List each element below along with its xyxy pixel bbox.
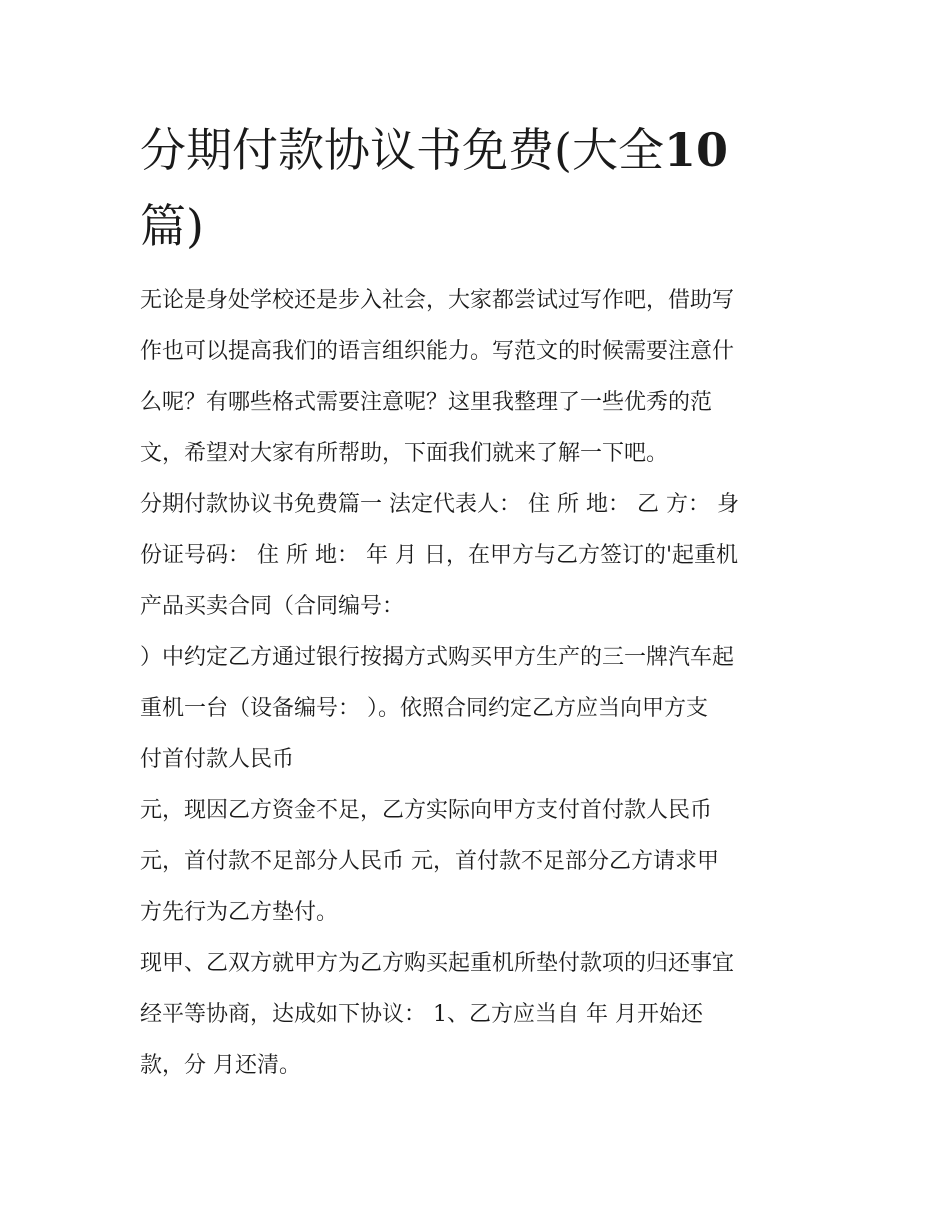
text-line: 方先行为乙方垫付。 bbox=[140, 900, 339, 925]
text-line: 文，希望对大家有所帮助，下面我们就来了解一下吧。 bbox=[140, 441, 669, 466]
text-line: 元，现因乙方资金不足，乙方实际向甲方支付首付款人民币 bbox=[140, 798, 713, 823]
text-line: ）中约定乙方通过银行按揭方式购买甲方生产的三一牌汽车起 bbox=[140, 645, 735, 670]
text-line: 经平等协商，达成如下协议： 1、乙方应当自 年 月开始还 bbox=[140, 1002, 703, 1027]
text-line: 无论是身处学校还是步入社会，大家都尝试过写作吧，借助写 bbox=[140, 288, 735, 313]
document-title bbox=[140, 112, 820, 264]
text-line: 作也可以提高我们的语言组织能力。写范文的时候需要注意什 bbox=[140, 339, 735, 364]
agreement-paragraph-terms bbox=[140, 938, 820, 1091]
agreement-paragraph-purchase bbox=[140, 632, 820, 785]
agreement-paragraph-parties bbox=[140, 479, 820, 632]
agreement-paragraph-payment bbox=[140, 785, 820, 938]
text-line: 份证号码： 住 所 地： 年 月 日，在甲方与乙方签订的'起重机 bbox=[140, 543, 739, 568]
text-line: 分期付款协议书免费篇一 法定代表人： 住 所 地： 乙 方： 身 bbox=[140, 492, 739, 517]
document-page bbox=[140, 112, 820, 1091]
intro-paragraph bbox=[140, 275, 820, 479]
text-line: 款，分 月还清。 bbox=[140, 1053, 301, 1078]
text-line: 元，首付款不足部分人民币 元，首付款不足部分乙方请求甲 bbox=[140, 849, 719, 874]
text-line: 付首付款人民币 bbox=[140, 747, 295, 772]
title-line-1: 分期付款协议书免费(大全10 bbox=[140, 123, 728, 177]
text-line: 现甲、乙双方就甲方为乙方购买起重机所垫付款项的归还事宜 bbox=[140, 951, 735, 976]
title-line-2: 篇) bbox=[140, 199, 204, 253]
text-line: 么呢？有哪些格式需要注意呢？这里我整理了一些优秀的范 bbox=[140, 390, 713, 415]
title-number: 10 bbox=[663, 123, 728, 177]
text-line: 产品买卖合同（合同编号： bbox=[140, 594, 405, 619]
text-line: 重机一台（设备编号： ）。依照合同约定乙方应当向甲方支 bbox=[140, 696, 708, 721]
